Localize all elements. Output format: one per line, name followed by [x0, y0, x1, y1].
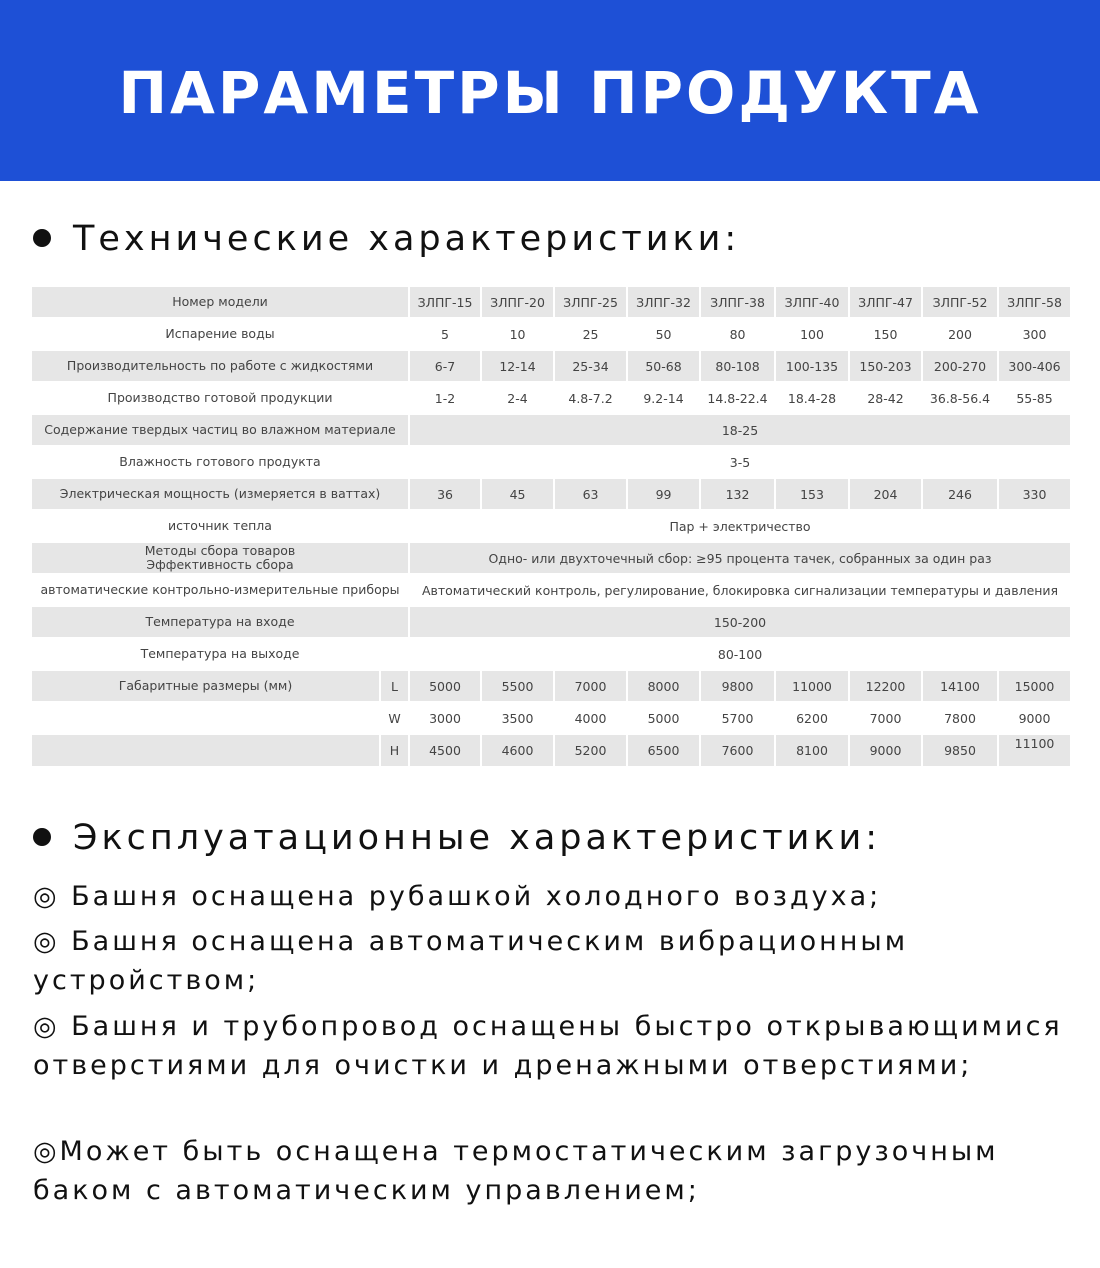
page-title: ПАРАМЕТРЫ ПРОДУКТА [118, 59, 982, 127]
row-label: Производство готовой продукции [31, 382, 409, 414]
value-cell: 246 [922, 478, 998, 510]
feature-item: ◎ Башня оснащена автоматическим вибрационным устройством; [33, 926, 909, 996]
feature-item: ◎ Башня и трубопровод оснащены быстро открывающимися отверстиями для очистки и дренажными отверстиями; [33, 1011, 1063, 1081]
value-cell: 63 [554, 478, 627, 510]
value-cell: 7000 [554, 670, 627, 702]
axis-label: W [380, 702, 409, 734]
feature-item: ◎ Башня оснащена рубашкой холодного воздуха; [33, 881, 882, 912]
value-cell: 4500 [409, 734, 481, 767]
row-label: Номер модели [31, 287, 409, 318]
merged-value-cell: 18-25 [409, 414, 1071, 446]
value-cell: 8000 [627, 670, 700, 702]
row-label: Электрическая мощность (измеряется в ваттах) [31, 478, 409, 510]
value-cell: 1-2 [409, 382, 481, 414]
table-row-outlet [31, 638, 1071, 670]
value-cell: 5200 [554, 734, 627, 767]
value-cell: 300-406 [998, 350, 1071, 382]
table-row-humidity [31, 446, 1071, 478]
header-banner [0, 0, 1100, 181]
value-cell: 6500 [627, 734, 700, 767]
table-row-solids [31, 414, 1071, 446]
value-cell: 11000 [775, 670, 849, 702]
value-cell: 4.8-7.2 [554, 382, 627, 414]
value-cell: 9.2-14 [627, 382, 700, 414]
value-cell: 9000 [849, 734, 922, 767]
row-label: Температура на входе [31, 606, 409, 638]
value-cell: 9850 [922, 734, 998, 767]
value-cell: 80-108 [700, 350, 775, 382]
value-cell: 14100 [922, 670, 998, 702]
row-label-empty [31, 702, 380, 734]
table-row-dims-w [31, 702, 1071, 734]
value-cell: 5000 [627, 702, 700, 734]
merged-value-cell: 3-5 [409, 446, 1071, 478]
black-circle-icon [33, 828, 51, 846]
value-cell: 6-7 [409, 350, 481, 382]
tech-section-label: Технические характеристики: [73, 219, 741, 259]
value-cell: 7000 [849, 702, 922, 734]
value-cell: 5700 [700, 702, 775, 734]
value-cell: 14.8-22.4 [700, 382, 775, 414]
value-cell: 25-34 [554, 350, 627, 382]
model-cell: ЗЛПГ-38 [700, 287, 775, 318]
model-cell: ЗЛПГ-47 [849, 287, 922, 318]
value-cell: 150-203 [849, 350, 922, 382]
model-cell: ЗЛПГ-40 [775, 287, 849, 318]
table-row-collection [31, 542, 1071, 574]
value-cell: 18.4-28 [775, 382, 849, 414]
table-row-liquid [31, 350, 1071, 382]
value-cell: 5000 [409, 670, 481, 702]
value-cell: 50-68 [627, 350, 700, 382]
model-cell: ЗЛПГ-15 [409, 287, 481, 318]
value-cell: 9000 [998, 702, 1071, 734]
table-row-product [31, 382, 1071, 414]
row-label: Габаритные размеры (мм) [31, 670, 380, 702]
axis-label: L [380, 670, 409, 702]
value-cell: 80 [700, 318, 775, 350]
row-label: автоматические контрольно-измерительные приборы [31, 574, 409, 606]
row-label-line: Эффективность сбора [146, 557, 294, 572]
merged-value-cell: Автоматический контроль, регулирование, блокировка сигнализации температуры и давления [409, 574, 1071, 606]
value-cell: 200-270 [922, 350, 998, 382]
spec-table [30, 287, 1072, 768]
model-cell: ЗЛПГ-20 [481, 287, 554, 318]
tech-section-title [33, 216, 740, 262]
table-row-model [31, 287, 1071, 318]
table-row-heat [31, 510, 1071, 542]
model-cell: ЗЛПГ-52 [922, 287, 998, 318]
value-cell: 132 [700, 478, 775, 510]
value-cell: 11100 [998, 734, 1071, 767]
value-cell: 7800 [922, 702, 998, 734]
table-row-dims-l [31, 670, 1071, 702]
model-cell: ЗЛПГ-58 [998, 287, 1071, 318]
value-cell: 300 [998, 318, 1071, 350]
value-cell: 6200 [775, 702, 849, 734]
axis-label: H [380, 734, 409, 767]
value-cell: 3000 [409, 702, 481, 734]
value-cell: 12200 [849, 670, 922, 702]
model-cell: ЗЛПГ-32 [627, 287, 700, 318]
feature-item: ◎Может быть оснащена термостатическим загрузочным баком с автоматическим управлением; [33, 1136, 999, 1206]
value-cell: 55-85 [998, 382, 1071, 414]
value-cell: 8100 [775, 734, 849, 767]
value-cell: 4000 [554, 702, 627, 734]
merged-value-cell: Пар + электричество [409, 510, 1071, 542]
value-cell: 100 [775, 318, 849, 350]
value-cell: 5500 [481, 670, 554, 702]
value-cell: 100-135 [775, 350, 849, 382]
black-circle-icon [33, 229, 51, 247]
value-cell: 2-4 [481, 382, 554, 414]
value-cell: 36.8-56.4 [922, 382, 998, 414]
value-cell: 45 [481, 478, 554, 510]
table-row-water [31, 318, 1071, 350]
value-cell: 153 [775, 478, 849, 510]
value-cell: 15000 [998, 670, 1071, 702]
ops-section-label: Эксплуатационные характеристики: [73, 818, 882, 858]
value-cell: 36 [409, 478, 481, 510]
row-label-empty [31, 734, 380, 767]
value-cell: 12-14 [481, 350, 554, 382]
merged-value-cell: 150-200 [409, 606, 1071, 638]
row-label-line: Методы сбора товаров [144, 543, 296, 558]
value-cell: 5 [409, 318, 481, 350]
value-cell: 99 [627, 478, 700, 510]
merged-value-cell: Одно- или двухточечный сбор: ≥95 процента тачек, собранных за один раз [409, 542, 1071, 574]
row-label [31, 542, 409, 574]
merged-value-cell: 80-100 [409, 638, 1071, 670]
value-cell: 200 [922, 318, 998, 350]
table-row-automation [31, 574, 1071, 606]
row-label: Содержание твердых частиц во влажном материале [31, 414, 409, 446]
row-label: Испарение воды [31, 318, 409, 350]
table-row-power [31, 478, 1071, 510]
value-cell: 330 [998, 478, 1071, 510]
row-label: Температура на выходе [31, 638, 409, 670]
value-cell: 28-42 [849, 382, 922, 414]
value-cell: 7600 [700, 734, 775, 767]
value-cell: 3500 [481, 702, 554, 734]
value-cell: 25 [554, 318, 627, 350]
row-label: Производительность по работе с жидкостями [31, 350, 409, 382]
row-label: Влажность готового продукта [31, 446, 409, 478]
row-label: источник тепла [31, 510, 409, 542]
value-cell: 4600 [481, 734, 554, 767]
ops-section-title [33, 815, 881, 861]
model-cell: ЗЛПГ-25 [554, 287, 627, 318]
value-cell: 10 [481, 318, 554, 350]
table-row-inlet [31, 606, 1071, 638]
value-cell: 204 [849, 478, 922, 510]
value-cell: 50 [627, 318, 700, 350]
value-cell: 150 [849, 318, 922, 350]
table-row-dims-h [31, 734, 1071, 767]
value-cell: 9800 [700, 670, 775, 702]
